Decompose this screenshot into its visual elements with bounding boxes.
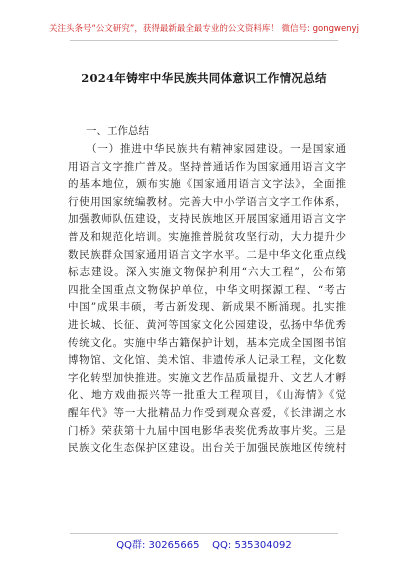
body-line: 的基本地位，颁布实施《国家通用语言文字法》，全面推 — [68, 178, 346, 191]
body-line: （一）推进中华民族共有精神家园建设。一是国家通 — [86, 143, 346, 155]
header-banner: 关注头条号“公文研究”，获得最新最全最专业的公文资料库！ 微信号: gongwenyj — [49, 24, 359, 34]
body-line: 标志建设。深入实施文物保护利用“六大工程”，公布第 — [68, 266, 346, 279]
body-line: 进长城、长征、黄河等国家文化公园建设，弘扬中华优秀 — [68, 318, 346, 331]
body-line: 数民族群众国家通用语言文字水平。二是中华文化重点线 — [68, 248, 346, 261]
header-divider — [70, 40, 338, 41]
section-heading: 一、工作总结 — [86, 125, 149, 137]
body-line: 民族文化生态保护区建设。出台关于加强民族地区传统村 — [68, 442, 346, 455]
body-line: 化、地方戏曲振兴等一批重大工程项目，《山海情》《觉 — [68, 389, 346, 402]
body-line: 用语言文字推广普及。坚持普通话作为国家通用语言文字 — [68, 160, 346, 173]
body-line: 博物馆、文化馆、美术馆、非遗传承人记录工程，文化数 — [68, 354, 346, 367]
body-line: 醒年代》等一大批精品力作受到观众喜爱，《长津湖之水 — [68, 406, 346, 419]
document-body — [68, 141, 346, 458]
body-line: 四批全国重点文物保护单位，中华文明探源工程、“考古 — [68, 283, 346, 296]
body-line: 加强教师队伍建设，支持民族地区开展国家通用语言文字 — [68, 213, 346, 226]
body-line: 行使用国家统编教材。完善大中小学语言文字工作体系， — [68, 195, 346, 208]
body-line: 门桥》荣获第十九届中国电影华表奖优秀故事片奖。三是 — [68, 424, 346, 437]
body-line: 传统文化。实施中华古籍保护计划，基本完成全国图书馆 — [68, 336, 346, 349]
body-line: 普及和规范化培训。实施推普脱贫攻坚行动，大力提升少 — [68, 230, 346, 243]
body-line: 中国”成果丰硕，考古新发现、新成果不断涌现。扎实推 — [68, 301, 346, 314]
footer-divider — [70, 533, 338, 534]
footer-contact: QQ群: 30265665 QQ: 535304092 — [116, 540, 292, 551]
document-title: 2024年铸牢中华民族共同体意识工作情况总结 — [81, 71, 327, 85]
body-line: 字化转型加快推进。实施文艺作品质量提升、文艺人才孵 — [68, 371, 346, 384]
